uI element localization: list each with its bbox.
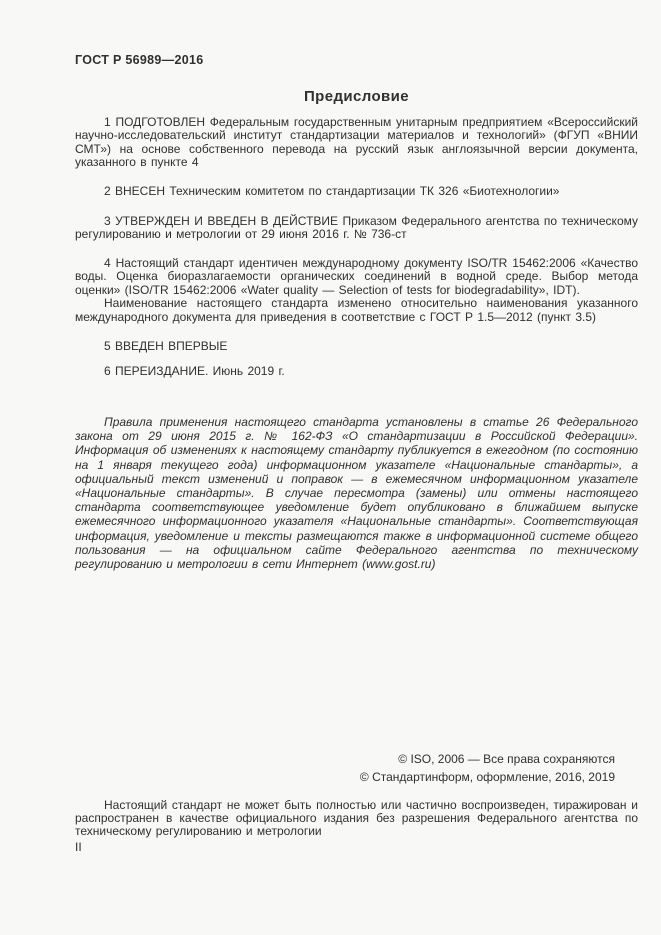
application-rules-note: Правила применения настоящего стандарта установлены в статье 26 Федерального закона от 29 июня 2015 г. № 162-ФЗ «О стандартизации в Российской Федерации». Информация об изменениях к настоящему стандарту публикуется в ежегодном (по состоянию на 1 января текущего года) информационном указателе «Национальные стандарты», а официальный текст изменений и поправок — в ежемесячном информационном указателе «Национальные стандарты». В случае пересмотра (замены) или отмены настоящего стандарта соответствующее уведомление будет опубликовано в ближайшем выпуске ежемесячного информационного указателя «Национальные стандарты». Соответствующая информация, уведомление и тексты размещаются также в информационной системе общего пользования — на официальном сайте Федерального агентства по техническому регулированию и метрологии в сети Интернет (www.gost.ru) xyxy=(75,415,638,572)
foreword-clause-5: 5 ВВЕДЕН ВПЕРВЫЕ xyxy=(104,339,228,353)
foreword-clause-4-continuation: Наименование настоящего стандарта изменено относительно наименования указанного международного документа для приведения в соответствие с ГОСТ Р 1.5—2012 (пункт 3.5) xyxy=(75,296,638,324)
reproduction-restriction-note: Настоящий стандарт не может быть полностью или частично воспроизведен, тиражирован и распространен в качестве официального издания без разрешения Федерального агентства по техническому регулированию и метрологии xyxy=(75,798,638,839)
foreword-clause-4: 4 Настоящий стандарт идентичен международному документу ISO/TR 15462:2006 «Качество воды. Оценка биоразлагаемости органических соединений в водной среде. Выбор метода оценки» (ISO/TR 15462:2006 «Water quality — Selection of tests for biodegradability», IDT). xyxy=(75,256,638,297)
copyright-standartinform: © Стандартинформ, оформление, 2016, 2019 xyxy=(359,770,615,784)
foreword-clause-2: 2 ВНЕСЕН Техническим комитетом по стандартизации ТК 326 «Биотехнологии» xyxy=(104,184,560,198)
foreword-clause-3: 3 УТВЕРЖДЕН И ВВЕДЕН В ДЕЙСТВИЕ Приказом Федерального агентства по техническому регулированию и метрологии от 29 июня 2016 г. № 736-ст xyxy=(75,214,638,242)
foreword-clause-4-group xyxy=(75,257,638,324)
page-number: II xyxy=(75,840,82,854)
foreword-clause-6: 6 ПЕРЕИЗДАНИЕ. Июнь 2019 г. xyxy=(104,364,285,378)
foreword-clause-1: 1 ПОДГОТОВЛЕН Федеральным государственным унитарным предприятием «Всероссийский научно-исследовательский институт стандартизации материалов и технологий» (ФГУП «ВНИИ СМТ») на основе собственного перевода на русский язык англоязычной версии документа, указанного в пункте 4 xyxy=(75,115,638,170)
copyright-iso: © ISO, 2006 — Все права сохраняются xyxy=(398,752,615,766)
document-code: ГОСТ Р 56989—2016 xyxy=(75,53,204,67)
copyright-block xyxy=(75,750,615,786)
page-title: Предисловие xyxy=(303,88,410,105)
